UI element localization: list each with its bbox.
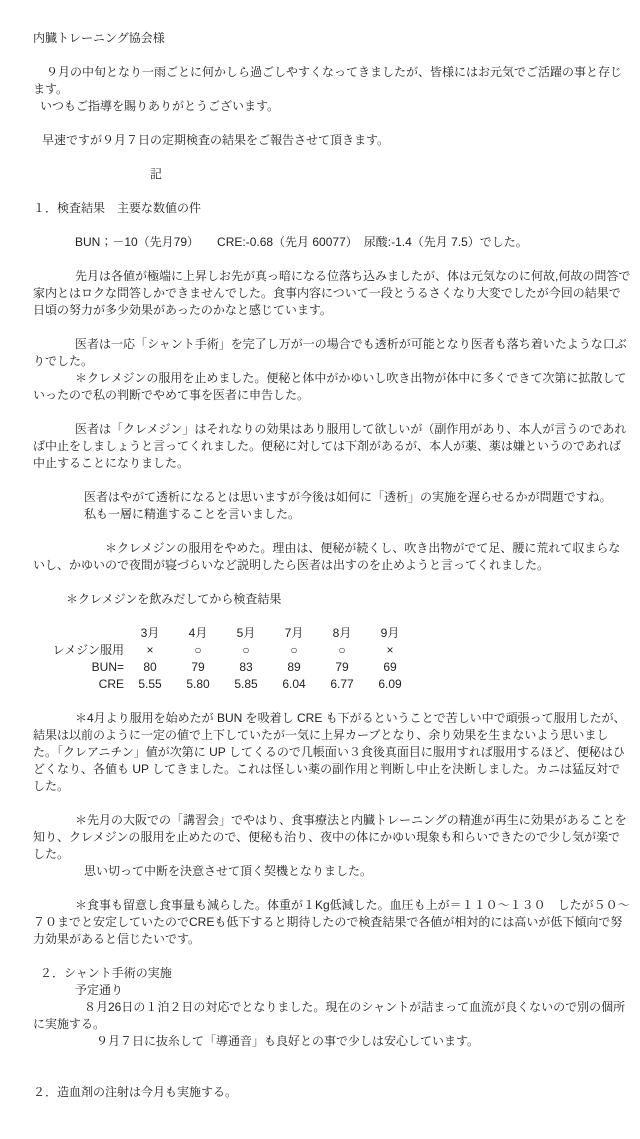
table-cell: 5.80 (186, 677, 210, 691)
paragraph-diet: ＊食事も留意し食事量も減らした。体重が１Kg低減した。血圧も上が＝１１０～１３０ したが５０～７０までと安定していたのでCREも低下すると期待したので検査結果で各値が相対的には高いが低下傾向で努力効果があると信じたいです。 (33, 898, 630, 946)
intro-line: 早速ですが９月７日の定期検査の結果をご報告させて頂きます。 (42, 133, 390, 147)
paragraph-doctor-shunt: 医者は一応「シャント手術」を完了し万が一の場合でも透析が可能となり医者も落ち着いたような口ぶりでした。 (33, 337, 627, 368)
table-cell: ○ (194, 643, 202, 657)
row-label: CRE (98, 677, 124, 691)
table-cell: 6.04 (282, 677, 306, 691)
table-caption: ＊クレメジンを飲みだしてから検査結果 (66, 592, 282, 606)
month-header: 3月 (140, 626, 160, 640)
paragraph-kremezin-stop: ＊クレメジンの服用を止めました。便秘と体中がかゆいし吹き出物が体中に多くできて次第に拡散していったので私の判断でやめて事を医者に申告した。 (33, 371, 627, 402)
thanks-line: いつもご指導を賜りありがとうございます。 (40, 99, 280, 113)
section-heading-3: ２．造血剤の注射は今月も実施する。 (33, 1085, 238, 1099)
paragraph-decision: 思い切って中断を決意させて頂く契機となりました。 (84, 864, 373, 878)
paragraph-dialysis: 医者はやがて透析になるとは思いますが今後は如何に「透析」の実施を遅らせるかが問題ですね。 (84, 490, 612, 504)
table-cell: 6.77 (330, 677, 354, 691)
paragraph-last-month: 先月は各値が極端に上昇しお先が真っ暗になる位落ち込みましたが、体は元気なのに何故,何故の問答で家内とはロクな問答しかできませんでした。食事内容について一段とうるさくなり大変でしたが今回の結果で日頃の努力が多少効果があったのかなと感じています。 (33, 269, 631, 317)
section-heading-1: １．検査結果 主要な数値の件 (33, 201, 202, 215)
table-cell: ○ (290, 643, 298, 657)
row-label: レメジン服用 (52, 643, 124, 657)
month-header: 4月 (188, 626, 208, 640)
paragraph-kremezin-reason: ＊クレメジンの服用をやめた。理由は、便秘が続くし、吹き出物がでて足、腰に荒れて収まらないし、かゆいので夜間が寝づらいなど説明したら医者は出すのを止めようと言ってくれました。 (33, 541, 621, 572)
table-cell: 6.09 (378, 677, 402, 691)
table-cell: 89 (287, 660, 301, 674)
table-cell: 69 (383, 660, 397, 674)
table-row-bun (0, 659, 631, 676)
paragraph-sep7: ９月７日に抜糸して「導通音」も良好との事で少しは安心しています。 (96, 1034, 480, 1048)
row-label: BUN= (91, 660, 124, 674)
table-cell: 79 (335, 660, 349, 674)
table-row-kremezin-intake (0, 642, 631, 659)
ki-marker: 記 (150, 167, 163, 181)
month-header: 8月 (332, 626, 352, 640)
table-cell: × (386, 643, 394, 657)
table-cell: 5.55 (138, 677, 162, 691)
paragraph-effort: 私も一層に精進することを言いました。 (84, 507, 301, 521)
paragraph-aug26: ８月26日の１泊２日の対応でとなりました。現在のシャントが詰まって血流が良くないので別の個所に実施する。 (33, 1000, 626, 1031)
month-header: 5月 (236, 626, 256, 640)
greeting-paragraph: ９月の中旬となり一雨ごとに何かしら過ごしやすくなってきましたが、皆様にはお元気でご活躍の事と存じます。 (33, 65, 623, 96)
line-as-planned: 予定通り (75, 983, 124, 997)
paragraph-osaka-seminar: ＊先月の大阪での「講習会」でやはり、食事療法と内臓トレーニングの精進が再生に効果があることを知り、クレメジンの服用を止めたので、便秘も治り、夜中の体にかゆい現象も和らいできたので少し気が楽でした。 (33, 813, 627, 861)
table-cell: 79 (191, 660, 205, 674)
table-cell: 80 (143, 660, 157, 674)
recipient-line: 内臓トレーニング協会様 (33, 31, 165, 45)
lab-values-line: BUN；－10（先月79） CRE:-0.68（先月 60077） 尿酸:-1.4（先月 7.5）でした。 (75, 235, 528, 249)
section-heading-2: ２．シャント手術の実施 (40, 966, 172, 980)
table-cell: 83 (239, 660, 253, 674)
month-header: 7月 (284, 626, 304, 640)
table-row-cre (0, 676, 631, 693)
paragraph-doctor-kremezin: 医者は「クレメジン」はそれなりの効果はあり服用して欲しいが（副作用があり、本人が言うのであれば中止をしましょうと言ってくれました。便秘に対しては下剤があるが、本人が薬、薬は嫌というのであれば中止することになりました。 (33, 422, 627, 470)
paragraph-april-trial: ＊4月より服用を始めたが BUN を吸着し CRE も下がるということで苦しい中で頑張って服用したが、結果は以前のように一定の値で上下していたが一気に上昇カーブとなり、余り効果を生まないよう思いました。「クレアニチン」値が次第に UP してくるので几帳面い３食後真面目に服用すれば服用するほど、便秘はひどくなり、各値も UP してきました。これは怪しい薬の副作用と判断し中止を決断しました。カニは猛反対でした。 (33, 711, 626, 793)
table-cell: ○ (338, 643, 346, 657)
table-cell: × (146, 643, 154, 657)
lab-results-table (0, 625, 631, 693)
table-header-row (0, 625, 631, 642)
table-cell: ○ (242, 643, 250, 657)
table-cell: 5.85 (234, 677, 258, 691)
month-header: 9月 (380, 626, 400, 640)
